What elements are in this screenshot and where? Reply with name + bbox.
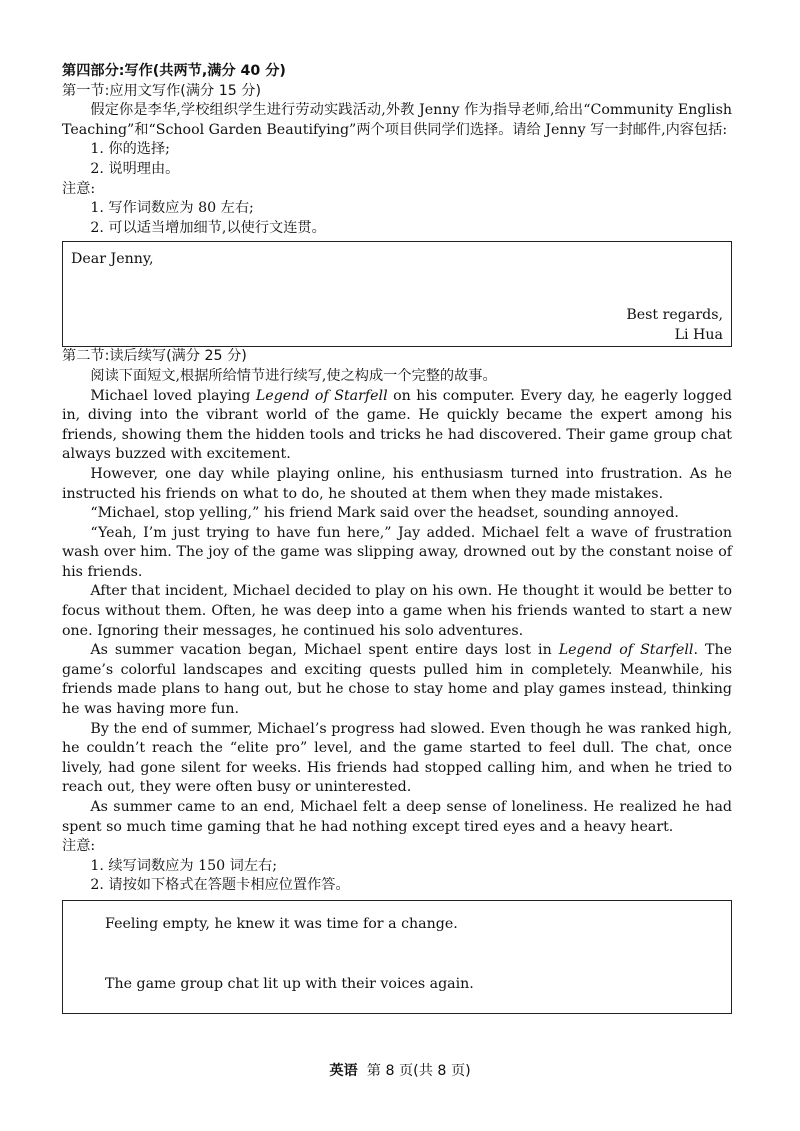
section2-note-label: 注意: [62, 838, 96, 855]
section1-item-2: 2. 说明理由。 [90, 160, 180, 177]
section1-note-2: 2. 可以适当增加细节,以使行文连贯。 [90, 219, 326, 236]
story-paragraph-2: However, one day while playing online, his enthusiasm turned into frustration. As he instructed his friends on what to do, he shouted at them when they made mistakes. [62, 465, 732, 502]
section1-note-label: 注意: [62, 180, 96, 197]
section2-title: 第二节:读后续写(满分 25 分) [62, 348, 247, 365]
section1-item-1: 1. 你的选择; [90, 141, 170, 158]
story-paragraph-3: “Michael, stop yelling,” his friend Mark said over the headset, sounding annoyed. [90, 505, 679, 522]
story-p1-end: on his computer. Every day, he eagerly logged in, diving into the vibrant world of the game. He quickly became the expert among his friends, showing them the hidden tools and tricks he had discovered. Their game group chat always buzzed with excitement. [62, 387, 732, 463]
letter-greeting: Dear Jenny, [71, 251, 154, 268]
letter-closing: Best regards, [626, 307, 723, 324]
section1-title: 第一节:应用文写作(满分 15 分) [62, 82, 261, 99]
page-footer [0, 1060, 800, 1080]
part-title: 第四部分:写作(共两节,满分 40 分) [62, 63, 286, 79]
story-paragraph-1 [62, 387, 732, 465]
footer-page: 第 8 页(共 8 页) [366, 1063, 471, 1079]
section2-instruction: 阅读下面短文,根据所给情节进行续写,使之构成一个完整的故事。 [90, 367, 497, 384]
answer-line-1: Feeling empty, he knew it was time for a change. [105, 915, 458, 932]
section2-note-1: 1. 续写词数应为 150 词左右; [90, 857, 278, 874]
game-title-2: Legend of Starfell [558, 642, 694, 659]
letter-box [62, 241, 732, 347]
exam-page [62, 62, 732, 1014]
story-p1-start: Michael loved playing [90, 387, 256, 404]
section1-note-1: 1. 写作词数应为 80 左右; [90, 200, 254, 217]
section2-note-2: 2. 请按如下格式在答题卡相应位置作答。 [90, 877, 350, 894]
footer-subject: 英语 [329, 1063, 358, 1079]
answer-line-2: The game group chat lit up with their voices again. [105, 975, 474, 992]
story-paragraph-8: As summer came to an end, Michael felt a deep sense of loneliness. He realized he had spent so much time gaming that he had nothing except tired eyes and a heavy heart. [62, 799, 732, 835]
letter-signature: Li Hua [674, 326, 723, 343]
story-paragraph-5: After that incident, Michael decided to play on his own. He thought it would be better to focus without them. Often, he was deep into a game when his friends wanted to start a new one. Ignoring their messages, he continued his solo adventures. [62, 583, 732, 639]
story-p6-end: . The game’s colorful landscapes and exciting quests pulled him in completely. Meanwhile, his friends made plans to hang out, but he chose to stay home and play games instead, thinking he was having more fun. [62, 642, 732, 718]
story-paragraph-4: “Yeah, I’m just trying to have fun here,” Jay added. Michael felt a wave of frustration wash over him. The joy of the game was slipping away, drowned out by the constant noise of his friends. [62, 524, 732, 580]
section1-prompt: 假定你是李华,学校组织学生进行劳动实践活动,外教 Jenny 作为指导老师,给出“Community English Teaching”和“School Garden Beautifying”两个项目供同学们选择。请给 Jenny 写一封邮件,内容包括: [62, 102, 732, 138]
story-paragraph-7: By the end of summer, Michael’s progress had slowed. Even though he was ranked high, he couldn’t reach the “elite pro” level, and the game started to feel dull. The chat, once lively, had gone silent for weeks. His friends had stopped calling him, and when he tried to reach out, they were often busy or uninterested. [62, 720, 732, 796]
answer-box [62, 900, 732, 1014]
game-title: Legend of Starfell [255, 387, 388, 404]
letter-closing-block [626, 306, 723, 345]
story-paragraph-6 [62, 641, 732, 719]
story-p6-start: As summer vacation began, Michael spent entire days lost in [90, 642, 559, 659]
